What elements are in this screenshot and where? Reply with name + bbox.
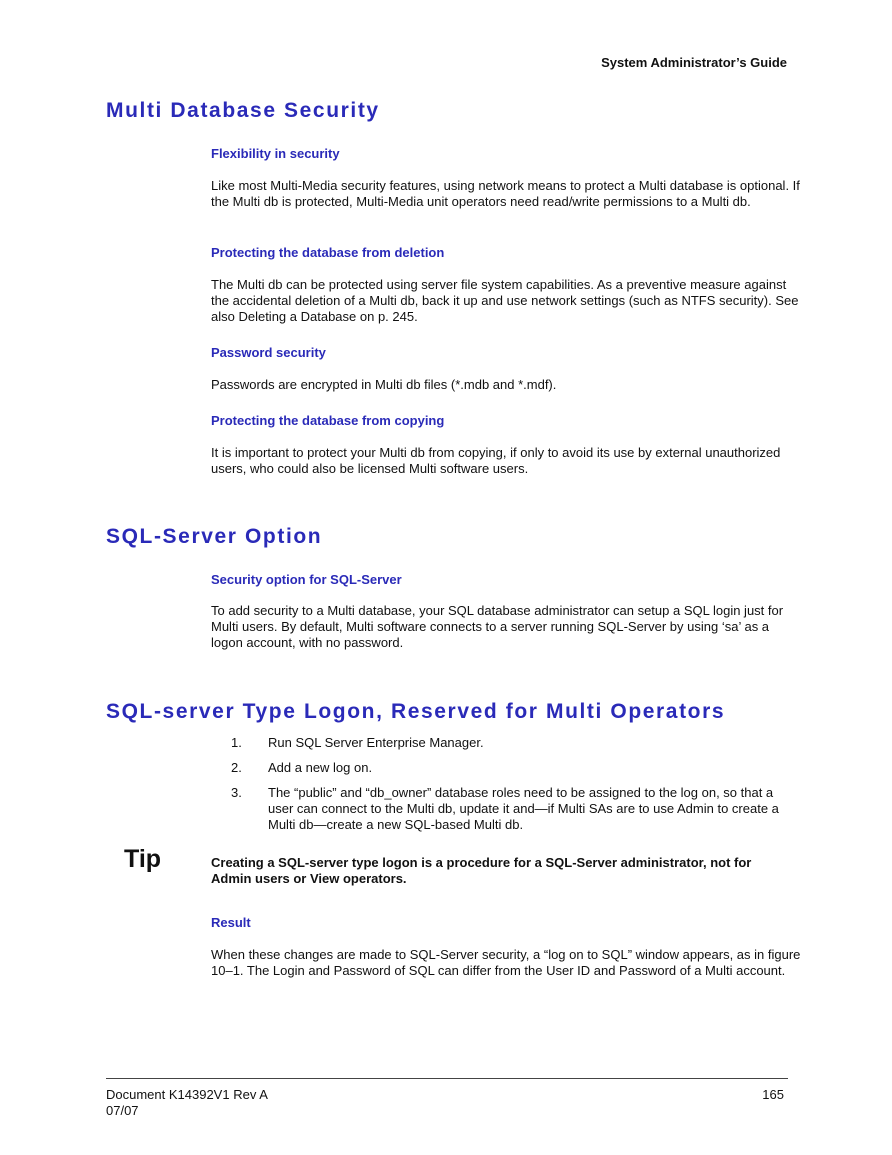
subheading-flexibility: Flexibility in security	[211, 146, 340, 161]
footer-date: 07/07	[106, 1103, 139, 1118]
subheading-sql-security: Security option for SQL-Server	[211, 572, 402, 587]
paragraph-copying: It is important to protect your Multi db from copying, if only to avoid its use by external unauthorized users, who could also be licensed Multi software users.	[211, 445, 781, 476]
subheading-password: Password security	[211, 345, 326, 360]
tip-label: Tip	[124, 845, 162, 873]
subheading-result: Result	[211, 915, 251, 930]
paragraph-password: Passwords are encrypted in Multi db files (*.mdb and *.mdf).	[211, 377, 557, 392]
section-heading-sql-logon: SQL-server Type Logon, Reserved for Multi Operators	[106, 700, 726, 723]
paragraph-flexibility: Like most Multi-Media security features, using network means to protect a Multi database is optional. If the Multi db is protected, Multi-Media unit operators need read/write permissions to a Multi db.	[211, 178, 800, 209]
list-item-step-1	[231, 735, 791, 751]
step-text: Run SQL Server Enterprise Manager.	[268, 735, 484, 750]
footer-document-id: Document K14392V1 Rev A	[106, 1087, 268, 1102]
paragraph-result: When these changes are made to SQL-Server security, a “log on to SQL” window appears, as in figure 10–1. The Login and Password of SQL can differ from the User ID and Password of a Multi account.	[211, 947, 801, 978]
tip-text: Creating a SQL-server type logon is a procedure for a SQL-Server administrator, not for Admin users or View operators.	[211, 855, 752, 886]
footer-divider	[106, 1078, 788, 1079]
list-item-step-2	[231, 760, 791, 776]
section-heading-multi-database-security: Multi Database Security	[106, 99, 380, 122]
subheading-copying: Protecting the database from copying	[211, 413, 445, 428]
list-item-step-3	[231, 785, 791, 833]
step-number: 2.	[231, 760, 242, 775]
paragraph-sql-security: To add security to a Multi database, your SQL database administrator can setup a SQL login just for Multi users. By default, Multi software connects to a server running SQL-Server by using ‘sa’ as a logon account, with no password.	[211, 603, 784, 650]
step-number: 1.	[231, 735, 242, 750]
running-header: System Administrator’s Guide	[601, 55, 787, 70]
step-text: Add a new log on.	[268, 760, 373, 775]
section-heading-sql-server-option: SQL-Server Option	[106, 525, 323, 548]
step-number: 3.	[231, 785, 242, 800]
subheading-deletion: Protecting the database from deletion	[211, 245, 445, 260]
step-text: The “public” and “db_owner” database roles need to be assigned to the log on, so that a user can connect to the Multi db, update it and—if Multi SAs are to use Admin to create a Multi db—create a new SQL-based Multi db.	[268, 785, 779, 832]
paragraph-deletion: The Multi db can be protected using server file system capabilities. As a preventive measure against the accidental deletion of a Multi db, back it up and use network settings (such as NTFS security). See also Deleting a Database on p. 245.	[211, 277, 799, 324]
page-number: 165	[762, 1087, 784, 1102]
